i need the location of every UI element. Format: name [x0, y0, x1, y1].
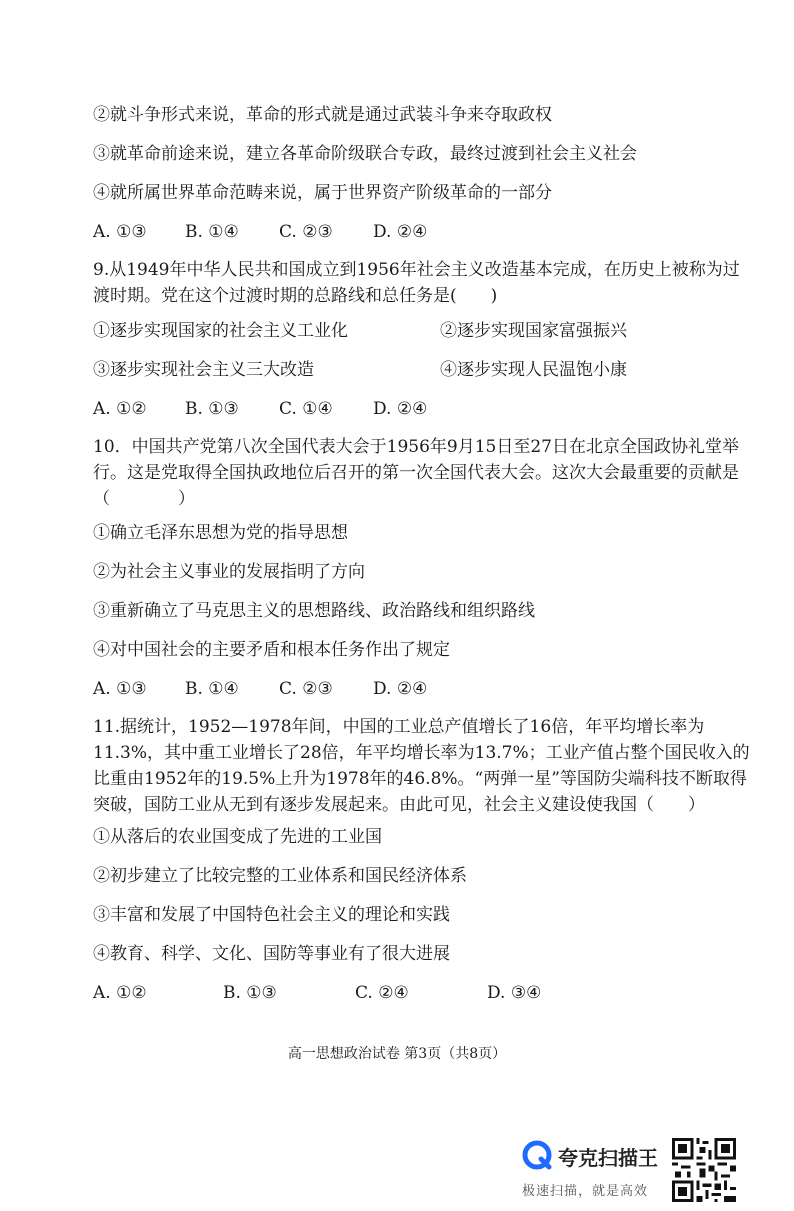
q10-item-2: ②为社会主义事业的发展指明了方向 [93, 562, 365, 582]
q11-choice-a: A. ①② [93, 983, 147, 1003]
page-footer: 高一思想政治试卷 第3页（共8页） [287, 1046, 507, 1062]
q11-item-4: ④教育、科学、文化、国防等事业有了很大进展 [93, 944, 450, 964]
q11-stem: 11.据统计，1952—1978年间，中国的工业总产值增长了16倍，年平均增长率为11.3%，其中重工业增长了28倍，年平均增长率为13.7%；工业产值占整个国民收入的比重由1952年的19.5%上升为1978年的46.8%。“两弹一星”等国防尖端科技不断取得突破，国防工业从无到有逐步发展起来。由此可见，社会主义建设使我国（ ） [93, 717, 750, 815]
q9-item-2: ②逐步实现国家富强振兴 [440, 321, 627, 341]
q11-choice-c: C. ②④ [355, 983, 409, 1003]
q10-stem: 10．中国共产党第八次全国代表大会于1956年9月15日至27日在北京全国政协礼堂举行。这是党取得全国执政地位后召开的第一次全国代表大会。这次大会最重要的贡献是（ ） [93, 437, 739, 509]
scanner-watermark [522, 1138, 672, 1208]
q11-choice-b: B. ①③ [223, 983, 277, 1003]
q8-choice-a: A. ①③ [93, 222, 147, 242]
qr-code-icon [672, 1138, 736, 1202]
q8-item-2: ②就斗争形式来说，革命的形式就是通过武装斗争来夺取政权 [93, 105, 552, 125]
q10-item-1: ①确立毛泽东思想为党的指导思想 [93, 523, 348, 543]
q10-item-3: ③重新确立了马克思主义的思想路线、政治路线和组织路线 [93, 601, 535, 621]
q10-choice-d: D. ②④ [373, 679, 428, 699]
q10-item-4: ④对中国社会的主要矛盾和根本任务作出了规定 [93, 640, 450, 660]
q9-item-4: ④逐步实现人民温饱小康 [440, 360, 627, 380]
q11-choice-d: D. ③④ [487, 983, 542, 1003]
q10-choice-b: B. ①④ [185, 679, 239, 699]
q9-item-1: ①逐步实现国家的社会主义工业化 [93, 321, 348, 341]
q10-choice-c: C. ②③ [279, 679, 333, 699]
q11-item-3: ③丰富和发展了中国特色社会主义的理论和实践 [93, 905, 450, 925]
q9-choice-c: C. ①④ [279, 399, 333, 419]
q11-item-1: ①从落后的农业国变成了先进的工业国 [93, 827, 382, 847]
q8-choice-d: D. ②④ [373, 222, 428, 242]
q9-item-3: ③逐步实现社会主义三大改造 [93, 360, 314, 380]
q10-choice-a: A. ①③ [93, 679, 147, 699]
q9-choice-d: D. ②④ [373, 399, 428, 419]
q11-item-2: ②初步建立了比较完整的工业体系和国民经济体系 [93, 866, 467, 886]
q8-choice-b: B. ①④ [185, 222, 239, 242]
quark-logo-icon [522, 1140, 552, 1170]
q8-item-4: ④就所属世界革命范畴来说，属于世界资产阶级革命的一部分 [93, 183, 552, 203]
q9-stem: 9.从1949年中华人民共和国成立到1956年社会主义改造基本完成，在历史上被称为过渡时期。党在这个过渡时期的总路线和总任务是( ) [93, 260, 740, 306]
watermark-brand-name: 夸克扫描王 [558, 1146, 658, 1170]
q9-choice-a: A. ①② [93, 399, 147, 419]
q8-choice-c: C. ②③ [279, 222, 333, 242]
q9-choice-b: B. ①③ [185, 399, 239, 419]
q8-item-3: ③就革命前途来说，建立各革命阶级联合专政，最终过渡到社会主义社会 [93, 144, 637, 164]
watermark-slogan: 极速扫描，就是高效 [522, 1184, 649, 1199]
